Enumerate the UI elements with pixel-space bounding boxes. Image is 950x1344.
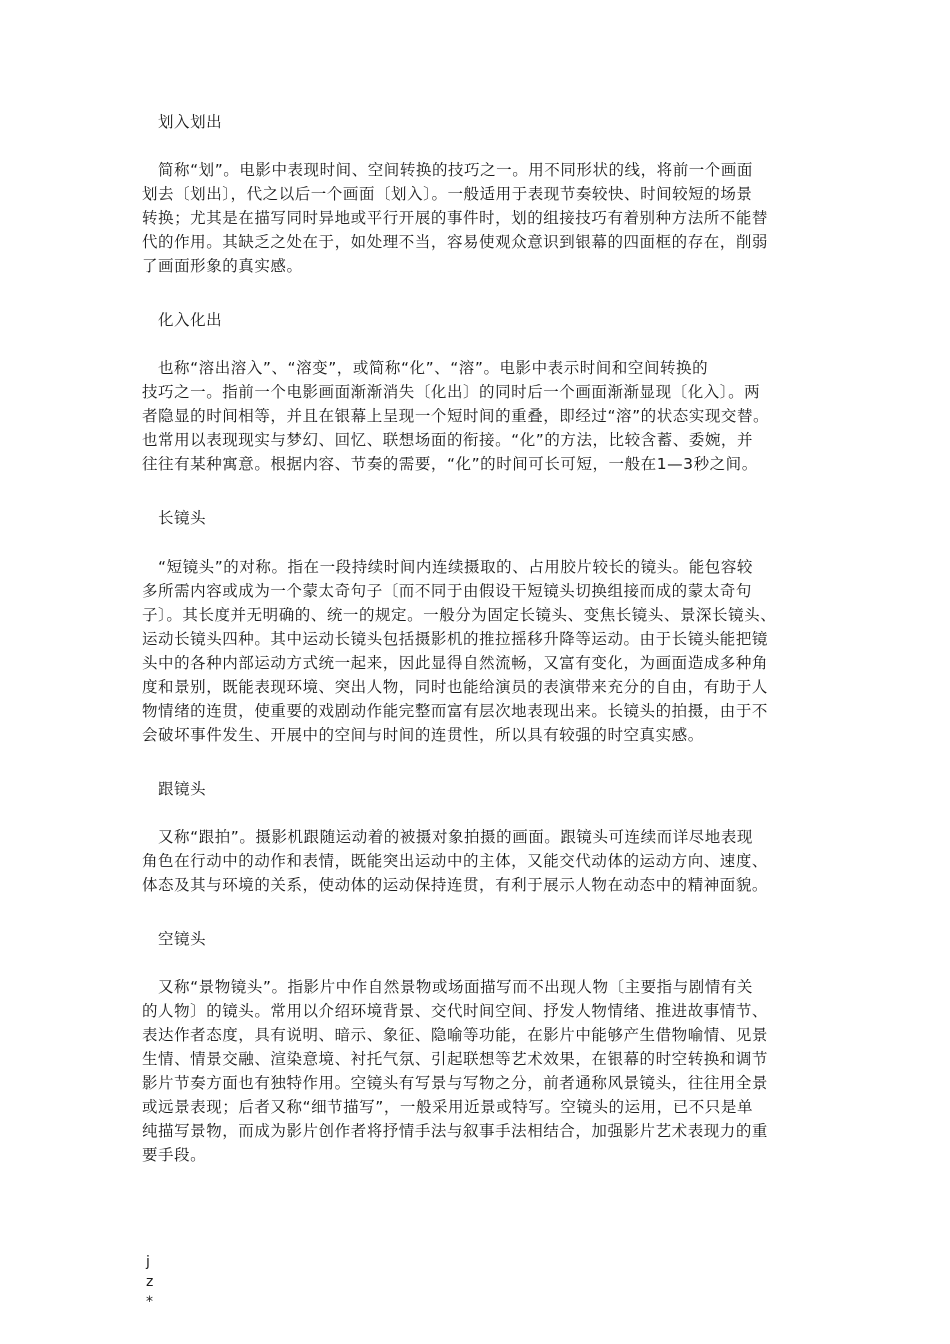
section-heading: 空镜头 <box>158 930 207 948</box>
footer-mark: j <box>146 1254 150 1270</box>
paragraph-line: 又称“景物镜头”。指影片中作自然景物或场面描写而不出现人物〔主要指与剧情有关 <box>158 978 753 996</box>
paragraph-line: 者隐显的时间相等，并且在银幕上呈现一个短时间的重叠，即经过“溶”的状态实现交替。 <box>142 407 770 425</box>
paragraph-line: 也常用以表现现实与梦幻、回忆、联想场面的衔接。“化”的方法，比较含蓄、委婉，并 <box>142 431 754 449</box>
paragraph-line: “短镜头”的对称。指在一段持续时间内连续摄取的、占用胶片较长的镜头。能包容较 <box>158 558 753 576</box>
paragraph-line: 会破坏事件发生、开展中的空间与时间的连贯性，所以具有较强的时空真实感。 <box>142 726 704 744</box>
paragraph-line: 度和景别，既能表现环境、突出人物，同时也能给演员的表演带来充分的自由，有助于人 <box>142 678 768 696</box>
paragraph-line: 简称“划”。电影中表现时间、空间转换的技巧之一。用不同形状的线，将前一个画面 <box>158 161 753 179</box>
section-heading: 跟镜头 <box>158 780 207 798</box>
section-heading: 划入划出 <box>158 113 223 131</box>
paragraph-line: 物情绪的连贯，使重要的戏剧动作能完整而富有层次地表现出来。长镜头的拍摄，由于不 <box>142 702 768 720</box>
paragraph-line: 角色在行动中的动作和表情，既能突出运动中的主体，又能交代动体的运动方向、速度、 <box>142 852 768 870</box>
paragraph-line: 多所需内容或成为一个蒙太奇句子〔而不同于由假设干短镜头切换组接而成的蒙太奇句 <box>142 582 752 600</box>
paragraph-line: 往往有某种寓意。根据内容、节奏的需要，“化”的时间可长可短，一般在1—3秒之间。 <box>142 455 758 473</box>
footer-mark: * <box>146 1294 153 1310</box>
paragraph-line: 的人物〕的镜头。常用以介绍环境背景、交代时间空间、抒发人物情绪、推进故事情节、 <box>142 1002 768 1020</box>
paragraph-line: 头中的各种内部运动方式统一起来，因此显得自然流畅，又富有变化，为画面造成多种角 <box>142 654 768 672</box>
paragraph-line: 表达作者态度，具有说明、暗示、象征、隐喻等功能，在影片中能够产生借物喻情、见景 <box>142 1026 768 1044</box>
paragraph-line: 划去〔划出〕，代之以后一个画面〔划入〕。一般适用于表现节奏较快、时间较短的场景 <box>142 185 753 203</box>
paragraph-line: 纯描写景物，而成为影片创作者将抒情手法与叙事手法相结合，加强影片艺术表现力的重 <box>142 1122 768 1140</box>
paragraph-line: 了画面形象的真实感。 <box>142 257 303 275</box>
paragraph-line: 又称“跟拍”。摄影机跟随运动着的被摄对象拍摄的画面。跟镜头可连续而详尽地表现 <box>158 828 753 846</box>
paragraph-line: 技巧之一。指前一个电影画面渐渐消失〔化出〕的同时后一个画面渐渐显现〔化入〕。两 <box>142 383 761 401</box>
paragraph-line: 运动长镜头四种。其中运动长镜头包括摄影机的推拉摇移升降等运动。由于长镜头能把镜 <box>142 630 768 648</box>
section-heading: 化入化出 <box>158 311 223 329</box>
paragraph-line: 子〕。其长度并无明确的、统一的规定。一般分为固定长镜头、变焦长镜头、景深长镜头、 <box>142 606 777 624</box>
footer-mark: z <box>146 1274 154 1290</box>
paragraph-line: 或远景表现；后者又称“细节描写”，一般采用近景或特写。空镜头的运用，已不只是单 <box>142 1098 754 1116</box>
paragraph-line: 转换；尤其是在描写同时异地或平行开展的事件时，划的组接技巧有着别种方法所不能替 <box>142 209 768 227</box>
section-heading: 长镜头 <box>158 509 207 527</box>
paragraph-line: 生情、情景交融、渲染意境、衬托气氛、引起联想等艺术效果，在银幕的时空转换和调节 <box>142 1050 768 1068</box>
paragraph-line: 体态及其与环境的关系，使动体的运动保持连贯，有利于展示人物在动态中的精神面貌。 <box>142 876 768 894</box>
paragraph-line: 影片节奏方面也有独特作用。空镜头有写景与写物之分，前者通称风景镜头，往往用全景 <box>142 1074 768 1092</box>
paragraph-line: 也称“溶出溶入”、“溶变”，或简称“化”、“溶”。电影中表示时间和空间转换的 <box>158 359 709 377</box>
paragraph-line: 要手段。 <box>142 1146 207 1164</box>
paragraph-line: 代的作用。其缺乏之处在于，如处理不当，容易使观众意识到银幕的四面框的存在，削弱 <box>142 233 768 251</box>
